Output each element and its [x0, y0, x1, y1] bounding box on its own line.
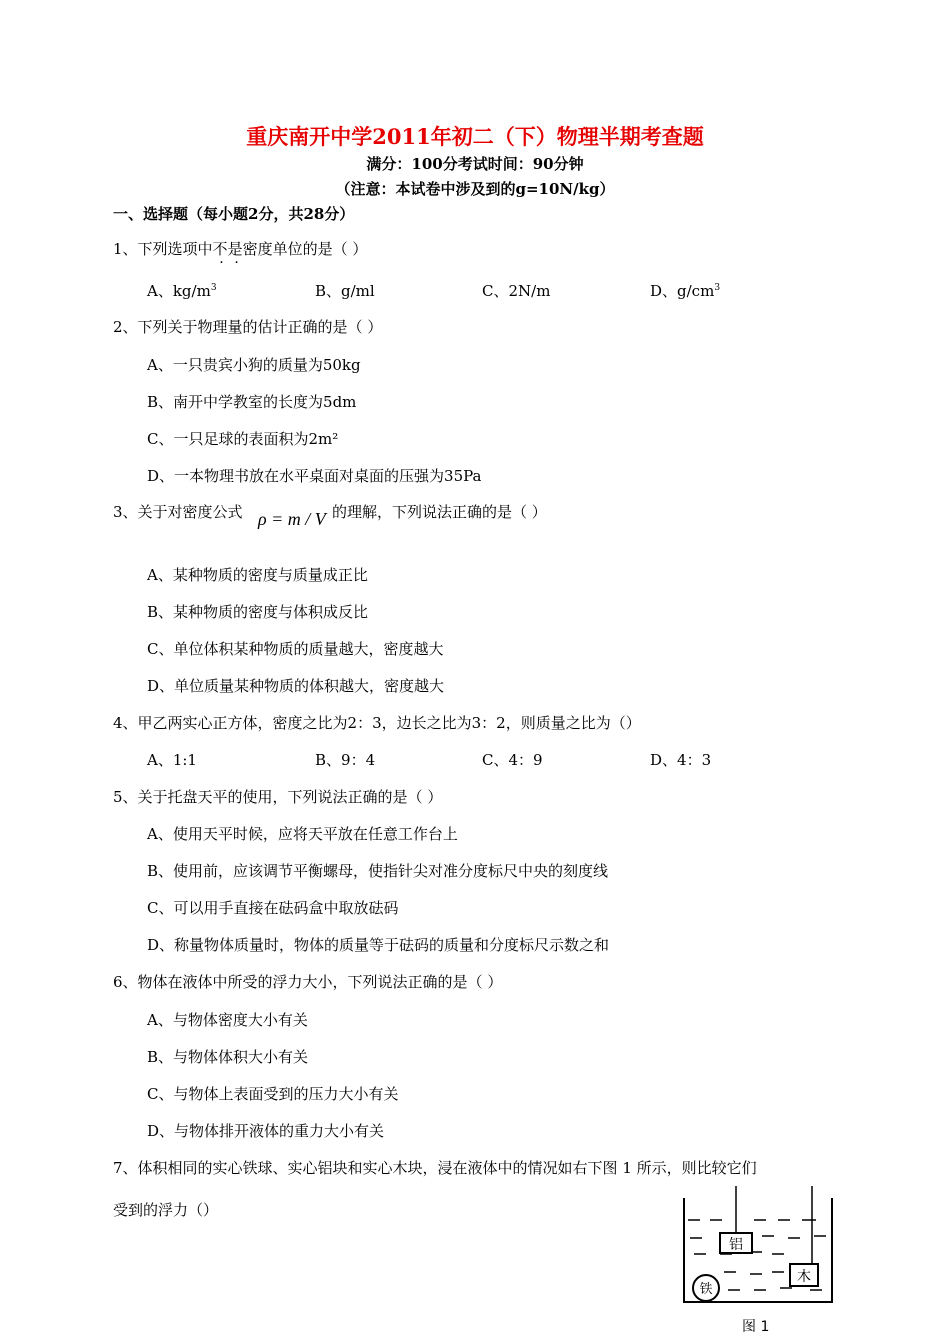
- section-title: 一、选择题（每小题2分，共28分）: [113, 205, 355, 223]
- question-7-line-2: 受到的浮力（）: [113, 1201, 219, 1219]
- q2-option-a: A、一只贵宾小狗的质量为50kg: [147, 356, 361, 374]
- figure-caption: 图 1: [742, 1319, 770, 1335]
- q4-option-a: A、1:1: [147, 751, 197, 769]
- question-1: [113, 238, 367, 259]
- q1-option-d: D、$g/cm^3$: [650, 282, 721, 300]
- figure-1-diagram: [676, 1186, 842, 1308]
- q3-option-d: D、单位质量某种物质的体积越大，密度越大: [147, 677, 445, 695]
- q1-option-b: B、g/ml: [315, 282, 375, 300]
- question-6: 6、物体在液体中所受的浮力大小，下列说法正确的是（ ）: [113, 973, 503, 991]
- q6-option-a: A、与物体密度大小有关: [147, 1011, 308, 1029]
- q6-option-b: B、与物体体积大小有关: [147, 1048, 309, 1066]
- q2-option-c: C、一只足球的表面积为2m²: [147, 430, 339, 448]
- question-3-suffix: 的理解，下列说法正确的是（ ）: [332, 503, 547, 521]
- q3-option-c: C、单位体积某种物质的质量越大，密度越大: [147, 640, 444, 658]
- question-1-suffix: 密度单位的是（ ）: [242, 240, 368, 258]
- question-7-line-1: 7、体积相同的实心铁球、实心铝块和实心木块，浸在液体中的情况如右下图 1 所示，则比较它们: [113, 1159, 757, 1177]
- q5-option-b: B、使用前，应该调节平衡螺母，使指针尖对准分度标尺中央的刻度线: [147, 862, 609, 880]
- question-4: 4、甲乙两实心正方体，密度之比为2：3，边长之比为3：2，则质量之比为（）: [113, 714, 641, 732]
- q3-option-b: B、某种物质的密度与体积成反比: [147, 603, 369, 621]
- question-1-emphasis-2: 是: [227, 240, 243, 258]
- q4-option-b: B、9：4: [315, 751, 376, 769]
- wood-label: 木: [797, 1269, 811, 1285]
- q1-option-a: A、$kg/m^3$: [147, 282, 217, 300]
- density-formula: ρ = m / V: [258, 509, 326, 529]
- q3-option-a: A、某种物质的密度与质量成正比: [147, 566, 368, 584]
- aluminum-label: 铝: [729, 1237, 743, 1253]
- q5-option-d: D、称量物体质量时，物体的质量等于砝码的质量和分度标尺示数之和: [147, 936, 610, 954]
- question-1-prefix: 1、下列选项中: [113, 240, 213, 258]
- exam-title: 重庆南开中学2011年初二（下）物理半期考查题: [246, 124, 704, 149]
- q5-option-a: A、使用天平时候，应将天平放在任意工作台上: [147, 825, 458, 843]
- exam-meta: 满分：100分考试时间：90分钟: [366, 155, 584, 173]
- q6-option-d: D、与物体排开液体的重力大小有关: [147, 1122, 385, 1140]
- q6-option-c: C、与物体上表面受到的压力大小有关: [147, 1085, 399, 1103]
- question-2: 2、下列关于物理量的估计正确的是（ ）: [113, 318, 383, 336]
- q1-option-c: C、2N/m: [482, 282, 551, 300]
- q2-option-d: D、一本物理书放在水平桌面对桌面的压强为35Pa: [147, 467, 482, 485]
- q5-option-c: C、可以用手直接在砝码盒中取放砝码: [147, 899, 399, 917]
- question-5: 5、关于托盘天平的使用，下列说法正确的是（ ）: [113, 788, 443, 806]
- exam-note: （注意：本试卷中涉及到的g=10N/kg）: [335, 180, 615, 198]
- q2-option-b: B、南开中学教室的长度为5dm: [147, 393, 357, 411]
- q4-option-d: D、4：3: [650, 751, 712, 769]
- question-3: 3、关于对密度公式: [113, 503, 243, 521]
- iron-label: 铁: [699, 1282, 713, 1297]
- q4-option-c: C、4：9: [482, 751, 543, 769]
- question-1-emphasis-1: 不: [212, 240, 228, 258]
